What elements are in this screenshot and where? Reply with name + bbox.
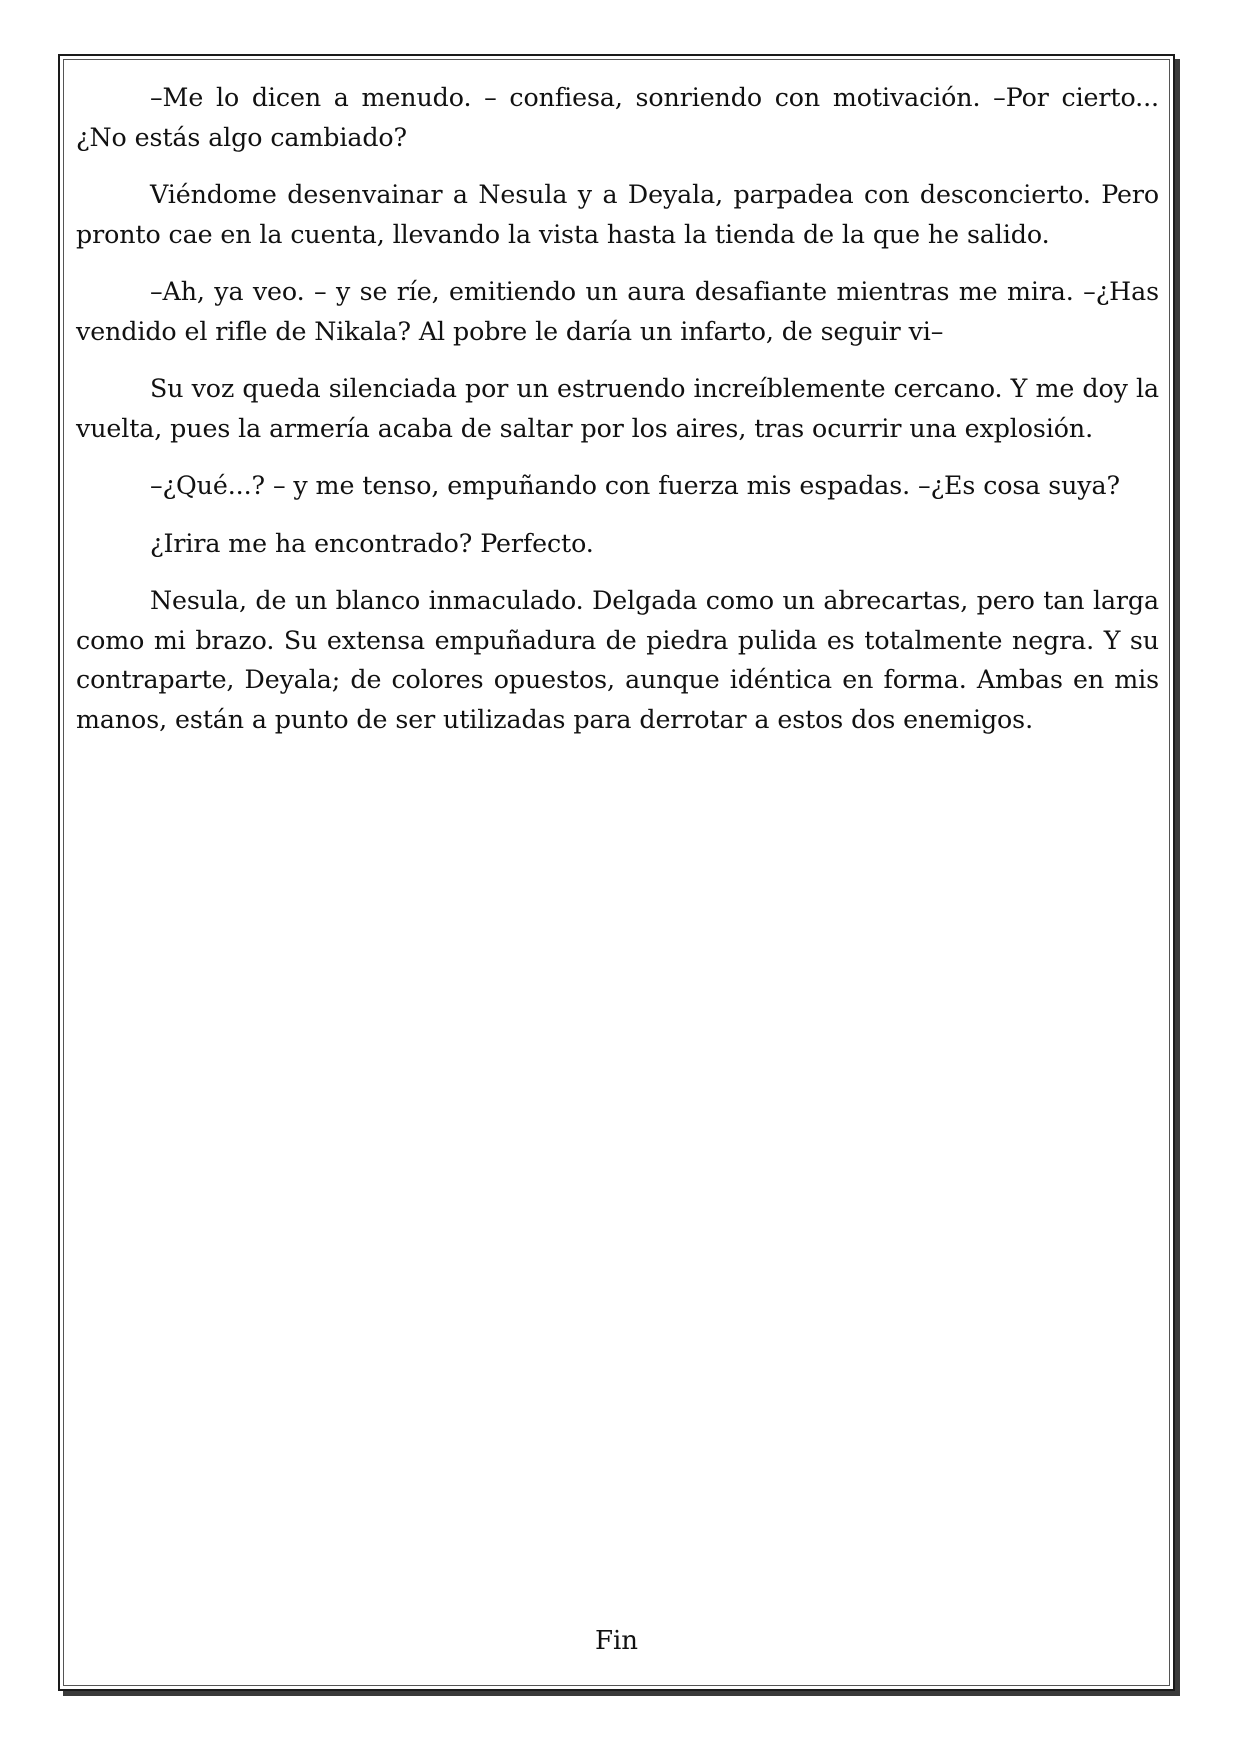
paragraph-5: –¿Qué...? – y me tenso, empuñando con fuerza mis espadas. –¿Es cosa suya? — [150, 471, 1120, 500]
closing-text: Fin — [594, 1626, 639, 1656]
paragraph-1: –Me lo dicen a menudo. – confiesa, sonriendo con motivación. –Por cierto... ¿No estás algo cambiado? — [76, 83, 1159, 152]
paragraph-3: –Ah, ya veo. – y se ríe, emitiendo un aura desafiante mientras me mira. –¿Has vendido el rifle de Nikala? Al pobre le daría un infarto, de seguir vi– — [76, 277, 1159, 346]
text-body — [76, 78, 1159, 739]
page-frame — [58, 54, 1175, 1691]
paragraph-2: Viéndome desenvainar a Nesula y a Deyala, parpadea con desconcierto. Pero pronto cae en la cuenta, llevando la vista hasta la tienda de la que he salido. — [76, 180, 1159, 249]
paragraph-4: Su voz queda silenciada por un estruendo increíblemente cercano. Y me doy la vuelta, pues la armería acaba de saltar por los aires, tras ocurrir una explosión. — [76, 374, 1159, 443]
paragraph-6: ¿Irira me ha encontrado? Perfecto. — [150, 528, 594, 558]
paragraph-7: Nesula, de un blanco inmaculado. Delgada como un abrecartas, pero tan larga como mi brazo. Su extensa empuñadura de piedra pulida es totalmente negra. Y su contraparte, Deyala; de colores opuestos, aunque idéntica en forma. Ambas en mis manos, están a punto de ser utilizadas para derrotar a estos dos enemigos. — [76, 586, 1159, 734]
